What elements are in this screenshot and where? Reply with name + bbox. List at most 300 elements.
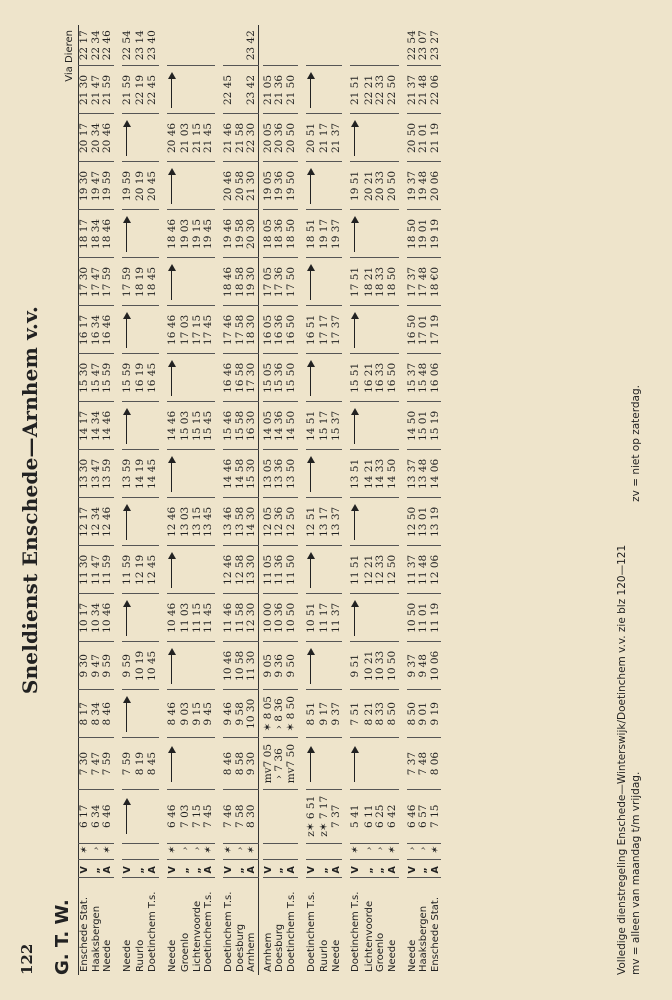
footnote-mv: mv = alleen van maandag t/m vrijdag.: [630, 771, 642, 975]
time-cell: 23 07: [418, 25, 430, 66]
time-cell: 15 37: [331, 402, 343, 450]
time-cell: [203, 354, 215, 402]
row-gap: [114, 25, 122, 975]
gap-cell: [159, 25, 167, 975]
time-cell: 10 46: [102, 594, 114, 642]
time-cell: 13 05: [263, 450, 275, 498]
time-cell: 17 59: [102, 258, 114, 306]
time-cell: [375, 498, 387, 546]
time-cell: [364, 25, 376, 66]
time-cell: [319, 354, 331, 402]
time-cell: [122, 594, 136, 642]
timetable-row: [364, 25, 376, 975]
arrow-icon: [350, 216, 360, 252]
time-cell: 15 19: [430, 402, 442, 450]
arrow-icon: [167, 72, 177, 108]
time-cell: 13 48: [418, 450, 430, 498]
time-cell: 19 36: [274, 162, 286, 210]
time-cell: [180, 450, 192, 498]
time-cell: [147, 690, 159, 738]
time-cell: 15 59: [122, 354, 136, 402]
time-cell: [192, 738, 204, 790]
time-cell: 14 50: [286, 402, 298, 450]
time-cell: › 7 36: [274, 738, 286, 790]
time-cell: 10 46: [223, 642, 235, 690]
time-cell: 15 05: [263, 354, 275, 402]
time-cell: [203, 546, 215, 594]
arr-dep-marker: „: [375, 860, 387, 878]
time-cell: 21 51: [350, 66, 364, 114]
day-marker: [263, 843, 275, 860]
arrow-icon: [306, 72, 316, 108]
time-cell: 11 05: [263, 546, 275, 594]
time-cell: 22 33: [375, 66, 387, 114]
arrow-icon: [350, 408, 360, 444]
time-cell: 16 05: [263, 306, 275, 354]
time-cell: 11 59: [102, 546, 114, 594]
time-cell: [331, 162, 343, 210]
time-cell: 22 45: [147, 66, 159, 114]
arr-dep-marker: „: [91, 860, 103, 878]
time-cell: [180, 66, 192, 114]
station-name: Doesburg: [274, 923, 286, 972]
time-cell: [167, 66, 181, 114]
time-cell: 7 46: [223, 789, 235, 843]
timetable-row: [180, 25, 192, 975]
arr-dep-marker: A: [246, 860, 258, 878]
station-name: Doetinchem T.s.: [350, 891, 362, 972]
time-cell: [375, 402, 387, 450]
time-cell: 23 42: [246, 25, 258, 66]
time-cell: 11 01: [418, 594, 430, 642]
time-cell: [306, 258, 320, 306]
station-name: Lichtenvoorde: [363, 900, 375, 972]
time-cell: 8 50: [387, 690, 399, 738]
time-cell: 11 37: [331, 594, 343, 642]
time-cell: 8 17: [79, 690, 91, 738]
time-cell: [122, 789, 136, 843]
time-cell: [147, 498, 159, 546]
time-cell: 14 51: [306, 402, 320, 450]
time-cell: [364, 498, 376, 546]
time-cell: 20 36: [274, 114, 286, 162]
time-cell: 18 21: [364, 258, 376, 306]
time-cell: [203, 450, 215, 498]
time-cell: [147, 789, 159, 843]
time-cell: 17 03: [180, 306, 192, 354]
time-cell: [319, 258, 331, 306]
time-cell: 15 47: [91, 354, 103, 402]
footnote-line-1: Volledige dienstregeling Enschede—Winterswijk/Doetinchem v.v. zie blz 120—121: [616, 544, 628, 975]
time-cell: [167, 162, 181, 210]
time-cell: 10 51: [306, 594, 320, 642]
time-cell: 22 54: [407, 25, 419, 66]
day-marker: ›: [418, 843, 430, 860]
time-cell: [319, 546, 331, 594]
time-cell: [306, 450, 320, 498]
timetable-row: [246, 25, 258, 975]
time-cell: 12 36: [274, 498, 286, 546]
day-marker: ›: [364, 843, 376, 860]
arr-dep-marker: „: [180, 860, 192, 878]
station-name: Doesburg: [234, 923, 246, 972]
arr-dep-marker: „: [235, 860, 247, 878]
time-cell: 17 46: [223, 306, 235, 354]
arrow-icon: [167, 648, 177, 684]
time-cell: 7 15: [192, 789, 204, 843]
time-cell: 15 15: [192, 402, 204, 450]
timetable-row: [102, 25, 114, 975]
time-cell: 12 50: [407, 498, 419, 546]
day-marker: ›: [407, 843, 419, 860]
time-cell: [135, 789, 147, 843]
time-cell: 10 00: [263, 594, 275, 642]
timetable-row: [122, 25, 136, 975]
arr-dep-marker: A: [102, 860, 114, 878]
time-cell: [286, 25, 298, 66]
time-cell: 13 37: [331, 498, 343, 546]
timetable-row: [274, 25, 286, 975]
time-cell: [203, 162, 215, 210]
time-cell: [135, 594, 147, 642]
time-cell: 14 46: [167, 402, 181, 450]
time-cell: 20 33: [375, 162, 387, 210]
time-cell: 13 36: [274, 450, 286, 498]
time-cell: [306, 162, 320, 210]
time-cell: 13 15: [192, 498, 204, 546]
time-cell: 7 30: [79, 738, 91, 790]
time-cell: [331, 25, 343, 66]
time-cell: 7 45: [203, 789, 215, 843]
time-cell: [274, 25, 286, 66]
time-cell: z✶ 7 17: [319, 789, 331, 843]
time-cell: 16 34: [91, 306, 103, 354]
time-cell: 18 58: [235, 258, 247, 306]
time-cell: [167, 450, 181, 498]
row-gap: [399, 25, 407, 975]
time-cell: 19 50: [286, 162, 298, 210]
day-marker: [147, 843, 159, 860]
time-cell: 13 58: [235, 498, 247, 546]
time-cell: 22 45: [223, 66, 235, 114]
arr-dep-marker: A: [387, 860, 399, 878]
time-cell: 17 45: [203, 306, 215, 354]
time-cell: [350, 738, 364, 790]
time-cell: 19 48: [418, 162, 430, 210]
time-cell: [203, 738, 215, 790]
time-cell: 18 34: [91, 210, 103, 258]
time-cell: [180, 738, 192, 790]
timetable-row: [167, 25, 181, 975]
time-cell: [135, 306, 147, 354]
time-cell: 17 36: [274, 258, 286, 306]
gap-cell: [114, 25, 122, 975]
time-cell: 23 42: [246, 66, 258, 114]
timetable-row: [192, 25, 204, 975]
time-cell: 20 46: [223, 162, 235, 210]
station-name: Arnhem: [246, 932, 258, 972]
timetable-row: [319, 25, 331, 975]
time-cell: [387, 114, 399, 162]
day-marker: ✶: [387, 843, 399, 860]
time-cell: [319, 450, 331, 498]
time-cell: 16 17: [79, 306, 91, 354]
arr-dep-marker: V: [79, 860, 91, 878]
time-cell: 7 59: [102, 738, 114, 790]
time-cell: 15 45: [203, 402, 215, 450]
time-cell: 20 50: [407, 114, 419, 162]
time-cell: [375, 738, 387, 790]
time-cell: 21 36: [274, 66, 286, 114]
time-cell: 8 30: [246, 789, 258, 843]
time-cell: 20 46: [102, 114, 114, 162]
time-cell: [286, 789, 298, 843]
time-cell: 13 50: [286, 450, 298, 498]
time-cell: 16 21: [364, 354, 376, 402]
time-cell: [167, 258, 181, 306]
time-cell: 9 15: [192, 690, 204, 738]
time-cell: 15 48: [418, 354, 430, 402]
time-cell: 16 06: [430, 354, 442, 402]
time-cell: 20 50: [286, 114, 298, 162]
time-cell: 22 54: [122, 25, 136, 66]
time-cell: 16 30: [246, 402, 258, 450]
time-cell: 18 50: [407, 210, 419, 258]
time-cell: 15 36: [274, 354, 286, 402]
station-name: Arnhem: [262, 932, 274, 972]
time-cell: 17 30: [79, 258, 91, 306]
time-cell: 9 51: [350, 642, 364, 690]
timetable-row: [331, 25, 343, 975]
arrow-icon: [350, 504, 360, 540]
time-cell: 18 17: [79, 210, 91, 258]
time-cell: 5 41: [350, 789, 364, 843]
time-cell: [306, 354, 320, 402]
time-cell: [306, 546, 320, 594]
timetable: [78, 25, 441, 975]
time-cell: 12 19: [135, 546, 147, 594]
time-cell: 20 51: [306, 114, 320, 162]
time-cell: 12 30: [246, 594, 258, 642]
time-cell: [147, 306, 159, 354]
time-cell: 16 50: [387, 354, 399, 402]
day-marker: [274, 843, 286, 860]
time-cell: [350, 114, 364, 162]
time-cell: 20 30: [246, 210, 258, 258]
time-cell: 22 50: [387, 66, 399, 114]
day-marker: ✶: [102, 843, 114, 860]
time-cell: 9 48: [418, 642, 430, 690]
time-cell: 20 06: [430, 162, 442, 210]
arr-dep-marker: V: [263, 860, 275, 878]
station-name: Neede: [406, 939, 418, 972]
time-cell: mv7 05: [263, 738, 275, 790]
time-cell: 11 19: [430, 594, 442, 642]
time-cell: 9 05: [263, 642, 275, 690]
station-name: Haaksbergen: [90, 905, 102, 972]
time-cell: [122, 498, 136, 546]
timetable-row: [223, 25, 235, 975]
time-cell: ✶ 8 05: [263, 690, 275, 738]
time-cell: 18 46: [102, 210, 114, 258]
time-cell: 18 45: [147, 258, 159, 306]
time-cell: 11 58: [235, 594, 247, 642]
arrow-icon: [306, 456, 316, 492]
station-name: Doetinchem T.s.: [222, 891, 234, 972]
time-cell: 11 50: [286, 546, 298, 594]
time-cell: 13 45: [203, 498, 215, 546]
time-cell: 21 50: [286, 66, 298, 114]
arrow-icon: [350, 600, 360, 636]
time-cell: 8 21: [364, 690, 376, 738]
time-cell: [364, 306, 376, 354]
time-cell: 22 17: [79, 25, 91, 66]
arrow-icon: [306, 746, 316, 782]
time-cell: 9 37: [407, 642, 419, 690]
time-cell: 7 51: [350, 690, 364, 738]
time-cell: 19 59: [102, 162, 114, 210]
time-cell: 10 50: [286, 594, 298, 642]
time-cell: 16 33: [375, 354, 387, 402]
time-cell: 8 06: [430, 738, 442, 790]
time-cell: 11 36: [274, 546, 286, 594]
time-cell: [192, 450, 204, 498]
time-cell: [387, 738, 399, 790]
time-cell: 14 50: [407, 402, 419, 450]
time-cell: [192, 66, 204, 114]
day-marker: ✶: [246, 843, 258, 860]
time-cell: [147, 402, 159, 450]
time-cell: [135, 498, 147, 546]
time-cell: 11 30: [246, 642, 258, 690]
time-cell: 9 30: [79, 642, 91, 690]
time-cell: 12 06: [430, 546, 442, 594]
time-cell: 12 05: [263, 498, 275, 546]
arr-dep-marker: V: [407, 860, 419, 878]
timetable-row: [147, 25, 159, 975]
time-cell: 17 51: [350, 258, 364, 306]
time-cell: 8 19: [135, 738, 147, 790]
time-cell: 7 59: [122, 738, 136, 790]
arrow-icon: [167, 360, 177, 396]
timetable-row: [91, 25, 103, 975]
time-cell: 9 36: [274, 642, 286, 690]
time-cell: 16 46: [167, 306, 181, 354]
time-cell: [387, 25, 399, 66]
row-gap: [342, 25, 350, 975]
arrow-icon: [350, 120, 360, 156]
time-cell: 13 03: [180, 498, 192, 546]
time-cell: 22 46: [102, 25, 114, 66]
time-cell: 19 59: [122, 162, 136, 210]
arrow-icon: [167, 746, 177, 782]
time-cell: [203, 66, 215, 114]
time-cell: 11 45: [203, 594, 215, 642]
arrow-icon: [122, 120, 132, 156]
arrow-icon: [167, 552, 177, 588]
time-cell: 14 58: [235, 450, 247, 498]
time-cell: [331, 642, 343, 690]
arr-dep-marker: „: [135, 860, 147, 878]
time-cell: 7 15: [430, 789, 442, 843]
time-cell: 9 19: [430, 690, 442, 738]
time-cell: [306, 738, 320, 790]
station-name: Doetinchem T.s.: [285, 891, 297, 972]
time-cell: 18 50: [387, 258, 399, 306]
time-cell: 9 03: [180, 690, 192, 738]
time-cell: 8 45: [147, 738, 159, 790]
time-cell: 19 47: [91, 162, 103, 210]
time-cell: 8 46: [167, 690, 181, 738]
gap-cell: [342, 25, 350, 975]
time-cell: 12 58: [235, 546, 247, 594]
arr-dep-marker: A: [147, 860, 159, 878]
timetable-row: [286, 25, 298, 975]
time-cell: 18 19: [135, 258, 147, 306]
time-cell: [167, 642, 181, 690]
time-cell: 17 17: [319, 306, 331, 354]
time-cell: [364, 738, 376, 790]
time-cell: 18 36: [274, 210, 286, 258]
time-cell: 15 03: [180, 402, 192, 450]
time-cell: 12 34: [91, 498, 103, 546]
time-cell: [350, 594, 364, 642]
arrow-icon: [306, 360, 316, 396]
time-cell: 14 36: [274, 402, 286, 450]
time-cell: [331, 66, 343, 114]
page-number: 122: [18, 943, 36, 975]
time-cell: [180, 642, 192, 690]
station-name: Ruurlo: [135, 939, 147, 972]
time-cell: 13 19: [430, 498, 442, 546]
time-cell: 20 19: [135, 162, 147, 210]
time-cell: [364, 594, 376, 642]
time-cell: 21 45: [203, 114, 215, 162]
time-cell: [167, 738, 181, 790]
day-marker: ✶: [203, 843, 215, 860]
time-cell: [331, 258, 343, 306]
page-header: [18, 25, 58, 975]
time-cell: 10 30: [246, 690, 258, 738]
station-name: Haaksbergen: [418, 905, 430, 972]
day-marker: [319, 843, 331, 860]
day-marker: ›: [235, 843, 247, 860]
time-cell: [375, 114, 387, 162]
day-marker: ›: [180, 843, 192, 860]
time-cell: 18 05: [263, 210, 275, 258]
day-marker: ✶: [223, 843, 235, 860]
time-cell: 18 46: [167, 210, 181, 258]
time-cell: 17 37: [331, 306, 343, 354]
time-cell: 7 37: [331, 789, 343, 843]
time-cell: 11 15: [192, 594, 204, 642]
time-cell: [387, 402, 399, 450]
time-cell: [192, 162, 204, 210]
day-marker: ✶: [79, 843, 91, 860]
time-cell: 16 50: [286, 306, 298, 354]
time-cell: 14 46: [223, 450, 235, 498]
time-cell: 9 59: [102, 642, 114, 690]
day-marker: ›: [192, 843, 204, 860]
time-cell: [203, 642, 215, 690]
arrow-icon: [122, 216, 132, 252]
time-cell: 12 33: [375, 546, 387, 594]
arrow-icon: [122, 504, 132, 540]
station-name: Enschede Stat.: [429, 896, 441, 972]
company-label: G. T. W.: [52, 899, 73, 975]
row-gap: [215, 25, 223, 975]
station-name: Doetinchem T.s.: [305, 891, 317, 972]
